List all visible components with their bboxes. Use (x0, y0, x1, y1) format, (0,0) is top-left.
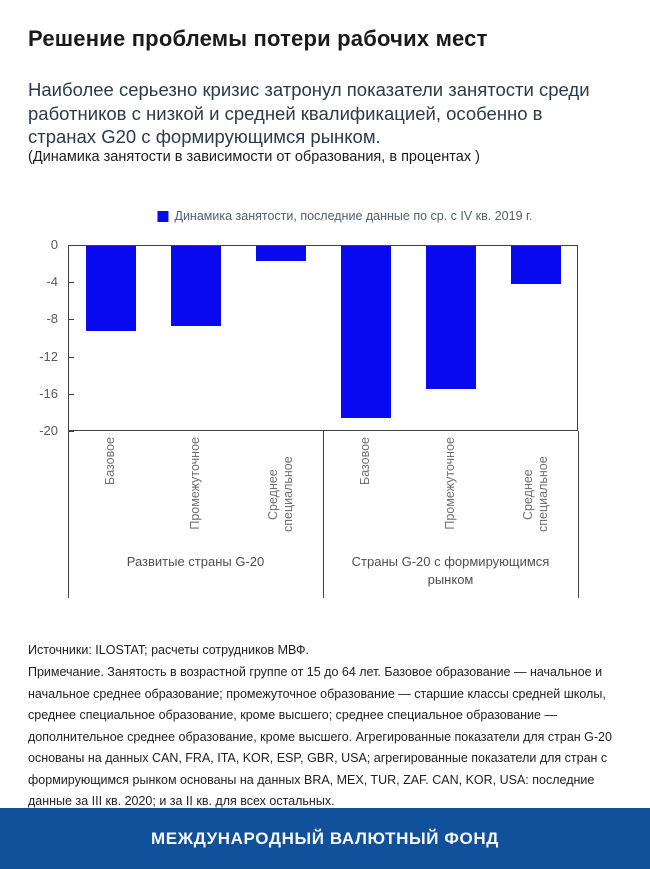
chart-legend (157, 209, 532, 223)
page-title: Решение проблемы потери рабочих мест (28, 26, 488, 51)
category-label (429, 437, 473, 530)
category-label (514, 437, 558, 552)
chart-subtitle: Наиболее серьезно кризис затронул показатели занятости среди работников с низкой и средней квалификацией, особенно в странах G20 с формирующимся рынком. (28, 79, 590, 147)
legend-marker-icon (157, 211, 168, 222)
chart-bar (86, 246, 136, 331)
category-label-text: Базовое (358, 437, 372, 485)
group-label: Страны G-20 с формирующимся рынком (351, 554, 550, 587)
category-label (174, 437, 218, 530)
y-axis-tick-mark (69, 245, 74, 246)
chart-bar (511, 246, 561, 284)
footer-brand: МЕЖДУНАРОДНЫЙ ВАЛЮТНЫЙ ФОНД (151, 828, 499, 848)
chart-bar (256, 246, 306, 261)
axis-divider-line (323, 431, 324, 598)
chart-bar (171, 246, 221, 326)
chart-bar (341, 246, 391, 418)
category-label-text: Среднее специальное (520, 456, 550, 533)
group-label: Развитые страны G-20 (126, 554, 265, 569)
y-axis-tick-mark (69, 282, 74, 283)
y-axis-tick-label: 0 (50, 237, 58, 252)
y-axis-tick-label: -12 (39, 348, 58, 364)
y-axis-tick-mark (69, 431, 74, 432)
category-label (259, 437, 303, 552)
axis-divider-line (68, 431, 69, 598)
legend-label: Динамика занятости, последние данные по ср. с IV кв. 2019 г. (174, 209, 533, 223)
y-axis-tick-label: -16 (39, 385, 58, 401)
category-label-text: Базовое (103, 437, 117, 485)
y-axis-tick-label: -8 (46, 311, 58, 327)
y-axis-tick-mark (69, 394, 74, 395)
y-axis-tick-label: -20 (39, 423, 58, 438)
axis-divider-line (578, 431, 579, 598)
methodology-note: Примечание. Занятость в возрастной группе от 15 до 64 лет. Базовое образование — начальное и начальное среднее образование; промежуточное образование — старшие классы средней школы, среднее специальное образование, кроме высшего; среднее специальное образование — дополнительное среднее образование, кроме высшего. Агрегированные показатели для стран G-20 основаны на данных CAN, FRA, ITA, KOR, ESP, GBR, USA; агрегированные показатели для стран с формирующимся рынком основаны на данных BRA, MEX, TUR, ZAF. CAN, KOR, USA: последние данные за III кв. 2020; и за II кв. для всех остальных. (28, 665, 612, 808)
plot-area (68, 245, 578, 431)
category-label-text: Среднее специальное (265, 456, 295, 533)
category-label (344, 437, 388, 485)
chart-caption: (Динамика занятости в зависимости от образования, в процентах ) (28, 149, 480, 165)
y-axis-tick-mark (69, 357, 74, 358)
category-label (89, 437, 133, 485)
sources-note: Источники: ILOSTAT; расчеты сотрудников МВФ. (28, 643, 309, 657)
footer-bar (0, 808, 650, 869)
category-label-text: Промежуточное (188, 437, 202, 530)
y-axis-tick-mark (69, 319, 74, 320)
chart-bar (426, 246, 476, 389)
category-label-text: Промежуточное (443, 437, 457, 530)
y-axis-tick-label: -4 (46, 274, 58, 290)
